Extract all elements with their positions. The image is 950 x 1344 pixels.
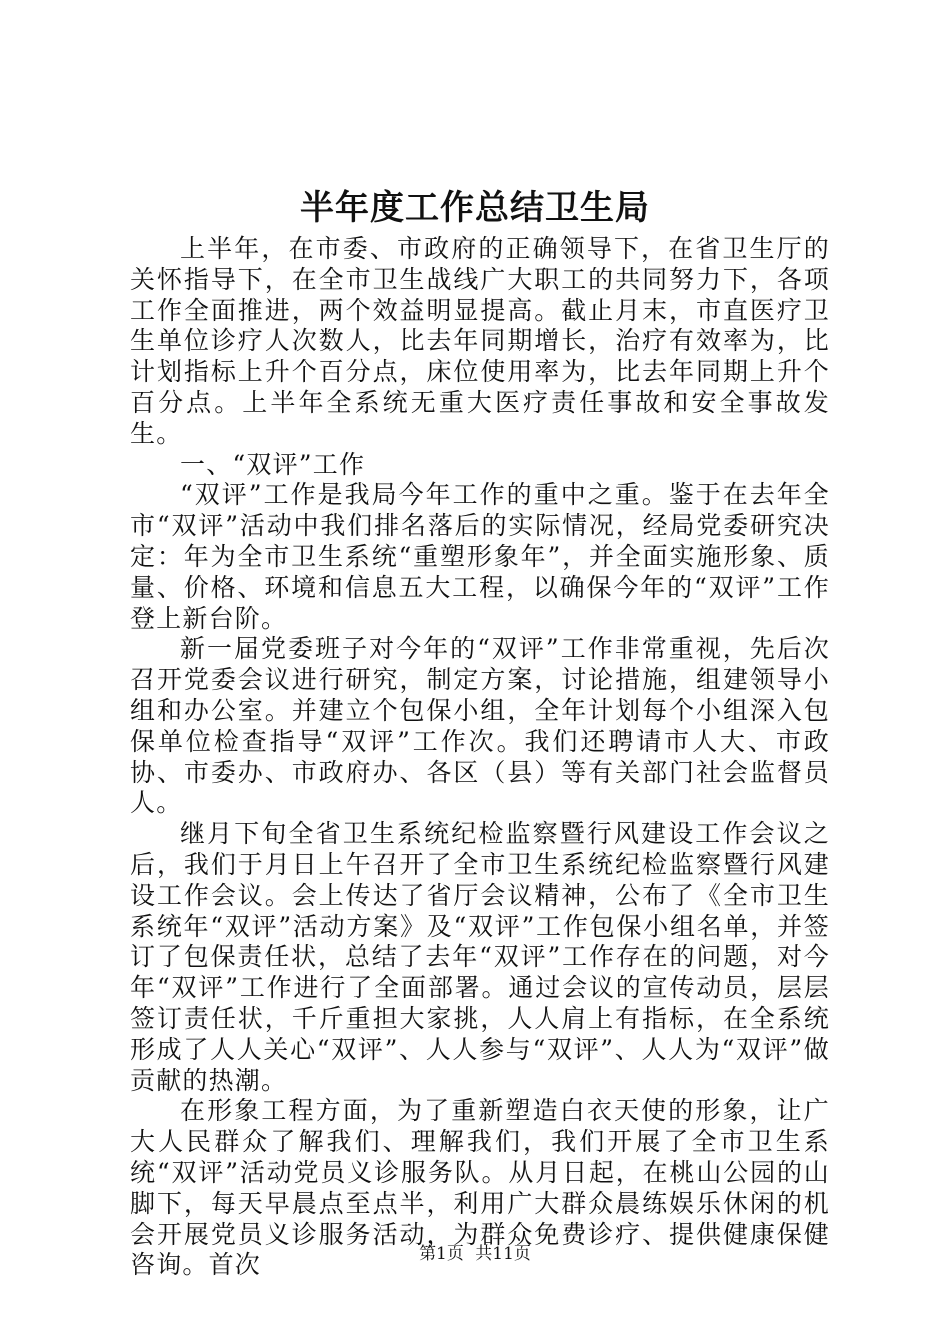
paragraph: “双评”工作是我局今年工作的重中之重。鉴于在去年全市“双评”活动中我们排名落后的实际情况，经局党委研究决定：年为全市卫生系统“重塑形象年”，并全面实施形象、质量、价格、环境和信息五大工程，以确保今年的“双评”工作登上新台阶。 — [130, 480, 830, 633]
document-body — [130, 234, 830, 1281]
page-title: 半年度工作总结卫生局 — [300, 188, 650, 228]
paragraph-intro: 上半年，在市委、市政府的正确领导下，在省卫生厅的关怀指导下，在全市卫生战线广大职工的共同努力下，各项工作全面推进，两个效益明显提高。截止月末，市直医疗卫生单位诊疗人次数人，比去年同期增长，治疗有效率为，比计划指标上升个百分点，床位使用率为，比去年同期上升个百分点。上半年全系统无重大医疗责任事故和安全事故发生。 — [130, 234, 830, 448]
paragraph: 新一届党委班子对今年的“双评”工作非常重视，先后次召开党委会议进行研究，制定方案，讨论措施，组建领导小组和办公室。并建立个包保小组，全年计划每个小组深入包保单位检查指导“双评”工作次。我们还聘请市人大、市政协、市委办、市政府办、各区（县）等有关部门社会监督员人。 — [130, 634, 830, 818]
page-number: 第1页 — [419, 1244, 464, 1264]
section-heading: 一、“双评”工作 — [180, 449, 366, 479]
page-footer — [0, 1242, 950, 1266]
paragraph: 继月下旬全省卫生系统纪检监察暨行风建设工作会议之后，我们于月日上午召开了全市卫生系统纪检监察暨行风建设工作会议。会上传达了省厅会议精神，公布了《全市卫生系统年“双评”活动方案》及“双评”工作包保小组名单，并签订了包保责任状，总结了去年“双评”工作存在的问题，对今年“双评”工作进行了全面部署。通过会议的宣传动员，层层签订责任状，千斤重担大家挑，人人肩上有指标，在全系统形成了人人关心“双评”、人人参与“双评”、人人为“双评”做贡献的热潮。 — [130, 819, 830, 1095]
page-total: 共11页 — [475, 1244, 531, 1264]
paragraph: 在形象工程方面，为了重新塑造白衣天使的形象，让广大人民群众了解我们、理解我们，我们开展了全市卫生系统“双评”活动党员义诊服务队。从月日起，在桃山公园的山脚下，每天早晨点至点半，利用广大群众晨练娱乐休闲的机会开展党员义诊服务活动，为群众免费诊疗、提供健康保健咨询。首次 — [130, 1096, 830, 1280]
